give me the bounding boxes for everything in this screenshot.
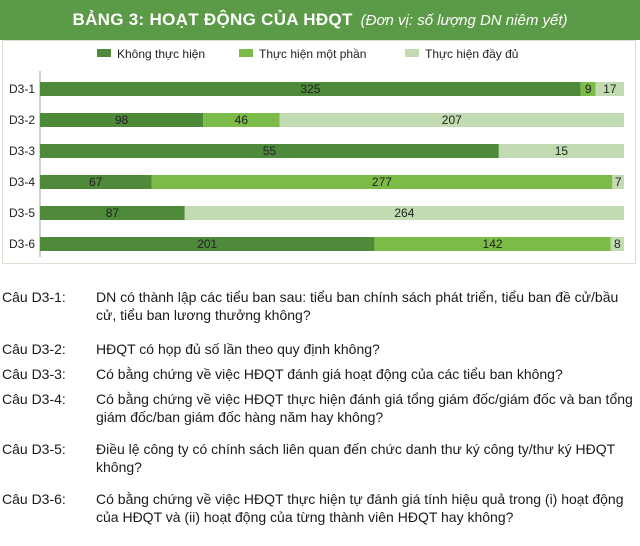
legend-swatch	[239, 49, 253, 57]
question-text: HĐQT có họp đủ số lần theo quy định không?	[96, 341, 380, 357]
category-label: D3-1	[9, 82, 36, 96]
category-label: D3-5	[9, 206, 36, 220]
data-label: 87	[105, 206, 120, 220]
legend-label: Không thực hiện	[117, 47, 206, 61]
question-label: Câu D3-6:	[2, 491, 66, 507]
question-label: Câu D3-3:	[2, 366, 66, 382]
question-label: Câu D3-2:	[2, 341, 66, 357]
legend-swatch	[97, 49, 111, 57]
question-text: Điều lệ công ty có chính sách liên quan đến chức danh thư ký công ty/thư ký HĐQT không?	[96, 441, 615, 475]
question-text: Có bằng chứng về việc HĐQT thực hiện đánh giá tổng giám đốc/giám đốc và ban tổng giám đốc/ban giám đốc hàng năm hay không?	[96, 391, 633, 425]
data-label: 201	[197, 237, 218, 251]
category-label: D3-4	[9, 175, 36, 189]
data-label: 67	[89, 175, 103, 189]
question-text: Có bằng chứng về việc HĐQT thực hiện tự đánh giá tính hiệu quả trong (i) hoạt động của HĐQT và (ii) hoạt động của từng thành viên HĐQT hay không?	[96, 491, 624, 525]
table-title: BẢNG 3: HOẠT ĐỘNG CỦA HĐQT	[72, 10, 353, 29]
category-label: D3-2	[9, 113, 36, 127]
data-label: 46	[234, 113, 249, 127]
data-label: 264	[394, 206, 415, 220]
data-label: 55	[262, 144, 277, 158]
question-text: DN có thành lập các tiểu ban sau: tiểu ban chính sách phát triển, tiểu ban đề cử/bầu cử, tiểu ban lương thưởng không?	[96, 289, 619, 323]
table-header	[0, 0, 640, 40]
data-label: 98	[114, 113, 129, 127]
category-label: D3-6	[9, 237, 36, 251]
chart-frame	[2, 40, 636, 264]
data-label: 277	[371, 175, 392, 189]
data-label: 142	[482, 237, 503, 251]
data-label: 7	[614, 175, 622, 189]
question-text: Có bằng chứng về việc HĐQT đánh giá hoạt động của các tiểu ban không?	[96, 366, 563, 382]
question-label: Câu D3-1:	[2, 289, 66, 305]
data-label: 15	[554, 144, 569, 158]
table-subtitle: (Đơn vị: số lượng DN niêm yết)	[360, 11, 568, 29]
data-label: 17	[603, 82, 617, 96]
data-label: 8	[614, 237, 621, 251]
data-label: 9	[584, 82, 592, 96]
legend-label: Thực hiện đầy đủ	[425, 47, 519, 61]
category-label: D3-3	[9, 144, 36, 158]
data-label: 207	[441, 113, 462, 127]
data-label: 325	[300, 82, 321, 96]
legend-swatch	[405, 49, 419, 57]
stacked-bar-chart	[3, 41, 635, 263]
legend-label: Thực hiện một phần	[259, 47, 367, 61]
question-label: Câu D3-4:	[2, 391, 66, 407]
question-label: Câu D3-5:	[2, 441, 66, 457]
